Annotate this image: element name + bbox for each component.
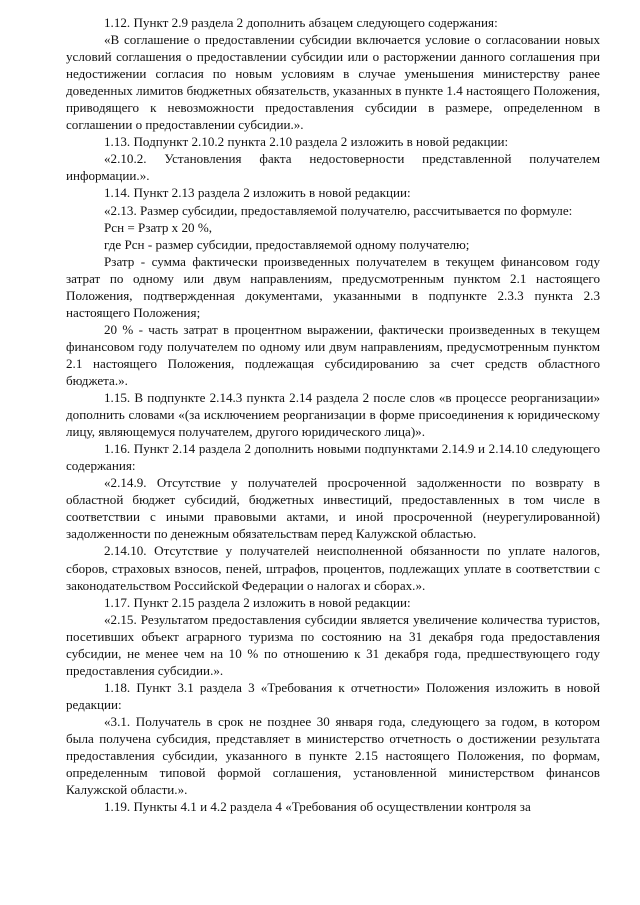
paragraph-1-17: 1.17. Пункт 2.15 раздела 2 изложить в новой редакции: bbox=[104, 594, 411, 610]
paragraph-1-19: 1.19. Пункты 4.1 и 4.2 раздела 4 «Требования об осуществлении контроля за bbox=[104, 799, 531, 815]
paragraph-formula-percent: 20 % - часть затрат в процентном выражении, фактически произведенных в текущем финансовом году получателем по одному или двум направлениям, предусмотренным пунктом 2.1 настоящего Положения, подлежащая субсидированию за счет средств областного бюджета.». bbox=[66, 321, 600, 388]
paragraph-1-13: 1.13. Подпункт 2.10.2 пункта 2.10 раздела 2 изложить в новой редакции: bbox=[104, 134, 509, 150]
paragraph-formula-rzatr: Рзатр - сумма фактически произведенных получателем в текущем финансовом году затрат по одному или двум направлениям, предусмотренным пунктом 2.1 настоящего Положения, подтвержденная документами, указанными в подпункте 2.3.3 пункта 2.3 настоящего Положения; bbox=[66, 253, 600, 320]
paragraph-quote-2-10-2: «2.10.2. Установления факта недостоверности представленной получателем информации.». bbox=[66, 151, 600, 184]
document-page bbox=[66, 14, 600, 815]
paragraph-quote-3-1: «3.1. Получатель в срок не позднее 30 января года, следующего за годом, в котором была получена субсидия, представляет в министерство отчетность о достижении результата предоставления субсидии, указанного в пункте 2.15 настоящего Положения, по формам, определенным типовой формой соглашения, установленной министерством финансов Калужской области.». bbox=[66, 713, 600, 798]
paragraph-quote-2-14-9: «2.14.9. Отсутствие у получателей просроченной задолженности по возврату в областной бюджет субсидий, бюджетных инвестиций, предоставленных в том числе в соответствии с иными правовыми актами, и иной просроченной (неурегулированной) задолженности по денежным обязательствам перед Калужской областью. bbox=[66, 475, 600, 542]
paragraph-quote-2-13: «2.13. Размер субсидии, предоставляемой получателю, рассчитывается по формуле: bbox=[104, 202, 573, 218]
paragraph-1-14: 1.14. Пункт 2.13 раздела 2 изложить в новой редакции: bbox=[104, 185, 411, 201]
paragraph-quote-2-15: «2.15. Результатом предоставления субсидии является увеличение количества туристов, посетивших объект аграрного туризма по состоянию на 31 декабря года предоставления субсидии, не менее чем на 10 % по отношению к 31 декабря года, предшествующего году предоставления субсидии.». bbox=[66, 611, 600, 678]
paragraph-formula: Рсн = Рзатр х 20 %, bbox=[104, 219, 213, 235]
paragraph-1-12: 1.12. Пункт 2.9 раздела 2 дополнить абзацем следующего содержания: bbox=[104, 15, 498, 30]
paragraph-1-16: 1.16. Пункт 2.14 раздела 2 дополнить новыми подпунктами 2.14.9 и 2.14.10 следующего содержания: bbox=[66, 441, 600, 474]
paragraph-1-15: 1.15. В подпункте 2.14.3 пункта 2.14 раздела 2 после слов «в процессе реорганизации» дополнить словами «(за исключением реорганизации в форме присоединения к юридическому лицу, являющемуся получателем, другого юридического лица)». bbox=[66, 390, 600, 440]
paragraph-1-18: 1.18. Пункт 3.1 раздела 3 «Требования к отчетности» Положения изложить в новой редакции: bbox=[66, 679, 600, 712]
paragraph-2-14-10: 2.14.10. Отсутствие у получателей неисполненной обязанности по уплате налогов, сборов, страховых взносов, пеней, штрафов, процентов, подлежащих уплате в соответствии с законодательством Российской Федерации о налогах и сборах.». bbox=[66, 543, 600, 593]
paragraph-formula-rsn: где Рсн - размер субсидии, предоставляемой одному получателю; bbox=[104, 236, 470, 252]
paragraph-quote-2-9: «В соглашение о предоставлении субсидии включается условие о согласовании новых условий соглашения о предоставлении субсидии или о расторжении данного соглашения при недостижении согласия по новым условиям в случае уменьшения министерству ранее доведенных лимитов бюджетных обязательств, указанных в пункте 1.4 настоящего Положения, приводящего к невозможности предоставления субсидии в размере, определенном в соглашении о предоставлении субсидии.». bbox=[66, 32, 600, 133]
